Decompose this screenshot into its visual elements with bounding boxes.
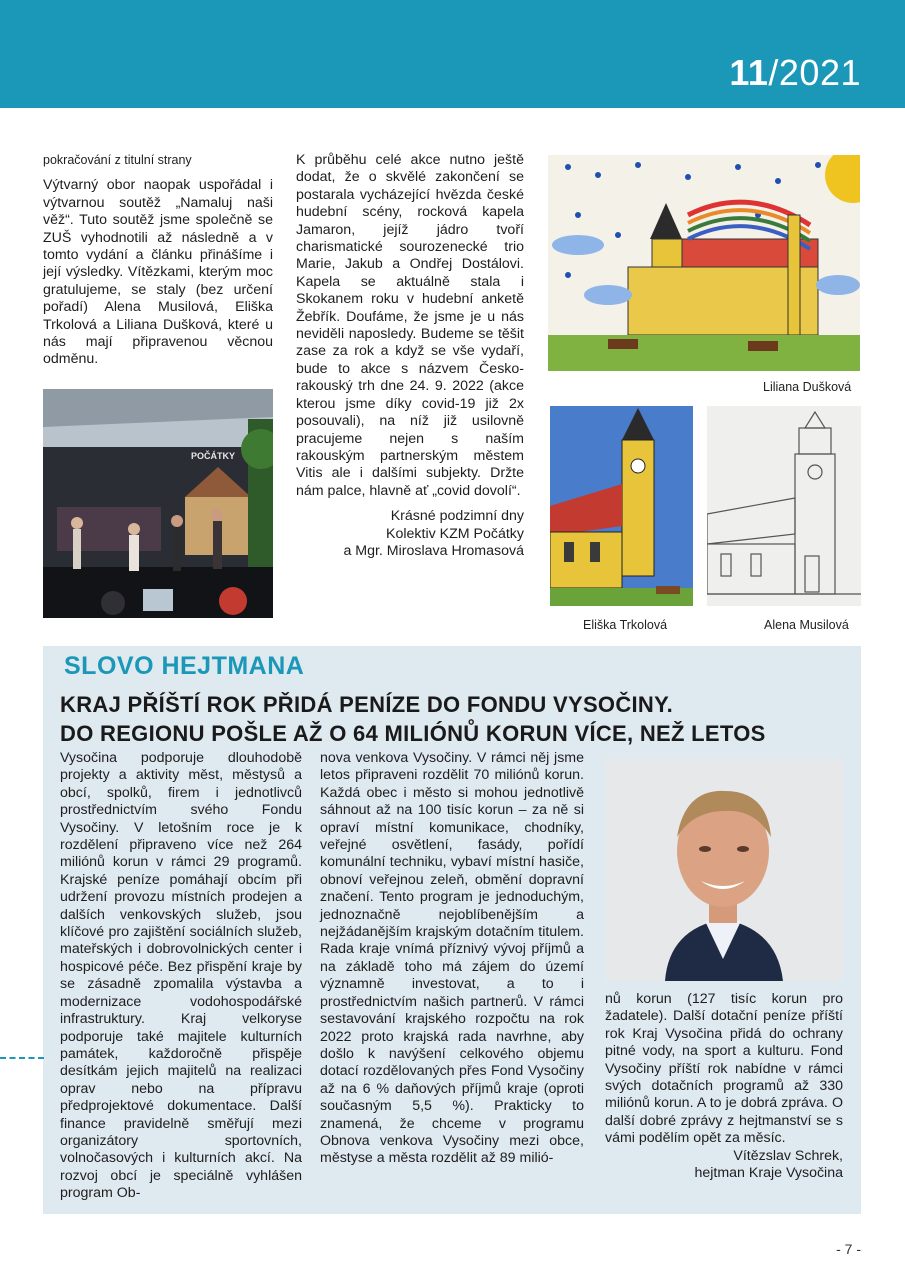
article2-col1-text: Vysočina podporuje dlouhodobě projekty a aktivity měst, městysů a obcí, spolků, firem i jednotlivců prostřednictvím svého Fondu Vysočiny. V letošním roce je k rozdělení připraveno více než 264 miliónů korun v rámci 29 programů. Krajské peníze pomáhají obcím při udržení provozu místních prodejen a dalších venkovských služeb, jsou klíčové pro zajištění sociálních služeb, mateřských i dobrovolnických center i hospicové péče. Bez přispění kraje by se zásadně zpomalila výstavba a modernizace vodohospodářské infrastruktury. Kraj velkoryse podporuje také majitele kulturních památek, každoročně přispěje desítkám jejich majitelů na realizaci oprav nebo na přípravu předprojektové dokumentace. Další finance pravidelně směřují mezi organizátory sportovních, volnočasových i kulturních akcí. Na rozvoj obcí je speciálně vyhlášen program Ob- [60, 750, 302, 1202]
article1-col2-text: K průběhu celé akce nutno ještě dodat, že o skvělé zakončení se postarala vycházející hvězda české hudební scény, rocková kapela Jamaron, jejíž jádro tvoří charismatické sourozenecké trio Marie, Jakub a Ondřej Dostálovi. Kapela se aktuálně stala i Skokanem roku v hudební anketě Žebřík. Doufáme, že jsme je u nás neviděli naposledy. Budeme se těšit zase za rok a když se vše vydaří, bude to akce s názvem Česko-rakouský trh dne 24. 9. 2022 (akce kterou jsme díky covid-19 již 2x posouvali), na níž již usilovně pracujeme nejen s naším rakouským partnerským městem Vitis ale i dalšími subjekty. Držte nám palce, hlavně ať „covid dovolí“. [296, 152, 524, 499]
article2-column-3 [605, 991, 843, 1182]
caption-alena: Alena Musilová [764, 618, 849, 632]
governor-portrait [605, 759, 843, 981]
margin-dash-divider [0, 1057, 44, 1059]
article2-col2-text: nova venkova Vysočiny. V rámci něj jsme letos připraveni rozdělit 70 miliónů korun. Každá obec i město si mohou jednotlivě sáhnout až na 100 tisíc korun – za ně si opraví místní komunikace, chodníky, veřejné osvětlení, fasády, pořídí komunální techniku, vybaví místní hasiče, obnoví veřejnou zeleň, obmění dopravní značení. Tento program je jednoduchým, jednoznačně nejoblíbenějším a nejžádanějším krajským dotačním titulem. Rada kraje vnímá příznivý vývoj příjmů a na základě toho má zájem do území významně investovat, a to i prostřednictvím našich partnerů. V rámci sestavování krajského rozpočtu na rok 2022 proto krajská rada navrhne, aby došlo k navýšení celkového objemu dotací rozdělovaných přes Fond Vysočiny až na 6 % daňových příjmů kraje (oproti současným 5,5 %). Prakticky to znamená, že chceme v programu Obnova venkova Vysočiny mezi obce, městyse a města rozdělit až 89 milió- [320, 750, 584, 1167]
article2-column-1 [60, 750, 302, 1203]
article1-signature-2: Kolektiv KZM Počátky [386, 525, 524, 542]
stage-sign: POČÁTKY [191, 451, 236, 461]
caption-eliska: Eliška Trkolová [583, 618, 668, 632]
article1-column-2 [296, 152, 524, 560]
article2-signature-1: Vítězslav Schrek, [733, 1147, 843, 1164]
article1-column-1 [43, 152, 273, 369]
issue-number: 11 [729, 52, 769, 93]
drawing-alena [707, 406, 861, 606]
article2-signature-2: hejtman Kraje Vysočina [694, 1165, 843, 1182]
article1-signature-1: Krásné podzimní dny [390, 508, 524, 525]
headline-line-2: DO REGIONU POŠLE AŽ O 64 MILIÓNŮ KORUN VÍCE, NEŽ LETOS [60, 721, 766, 746]
article1-signature-3: a Mgr. Miroslava Hromasová [343, 542, 524, 559]
drawing-eliska [550, 406, 693, 606]
concert-photo [43, 389, 273, 618]
article1-col1-text: Výtvarný obor naopak uspořádal i výtvarnou soutěž „Namaluj naši věž“. Tuto soutěž jsme společně se ZUŠ vyhodnotili až následně a v tomto vydání a článku přinášíme i její výsledky. Vítězkami, kterým moc gratulujeme, se staly (bez určení pořadí) Alena Musilová, Eliška Trkolová a Liliana Dušková, které u nás mají připravenou věcnou odměnu. [43, 177, 273, 368]
drawing-liliana [548, 155, 860, 371]
issue-label [729, 52, 861, 94]
page-number: - 7 - [836, 1241, 861, 1257]
continued-note: pokračování z titulní strany [43, 153, 192, 167]
caption-liliana: Liliana Dušková [763, 380, 852, 394]
issue-year: /2021 [768, 52, 861, 93]
headline-line-1: KRAJ PŘÍŠTÍ ROK PŘIDÁ PENÍZE DO FONDU VYSOČINY. [60, 692, 674, 717]
section-title: SLOVO HEJTMANA [64, 652, 305, 680]
article2-column-2 [320, 750, 584, 1168]
headline [60, 690, 850, 748]
article2-col3-text: nů korun (127 tisíc korun pro žadatele). Další dotační peníze příští rok Kraj Vysočina přidá do ochrany pitné vody, na sport a kulturu. Fond Vysočiny příští rok nabídne v rámci svých dotačních programů až 330 miliónů korun. A to je dobrá zpráva. O další dobré zprávy z hejtmanství se s vámi podělím opět za měsíc. [605, 991, 843, 1147]
